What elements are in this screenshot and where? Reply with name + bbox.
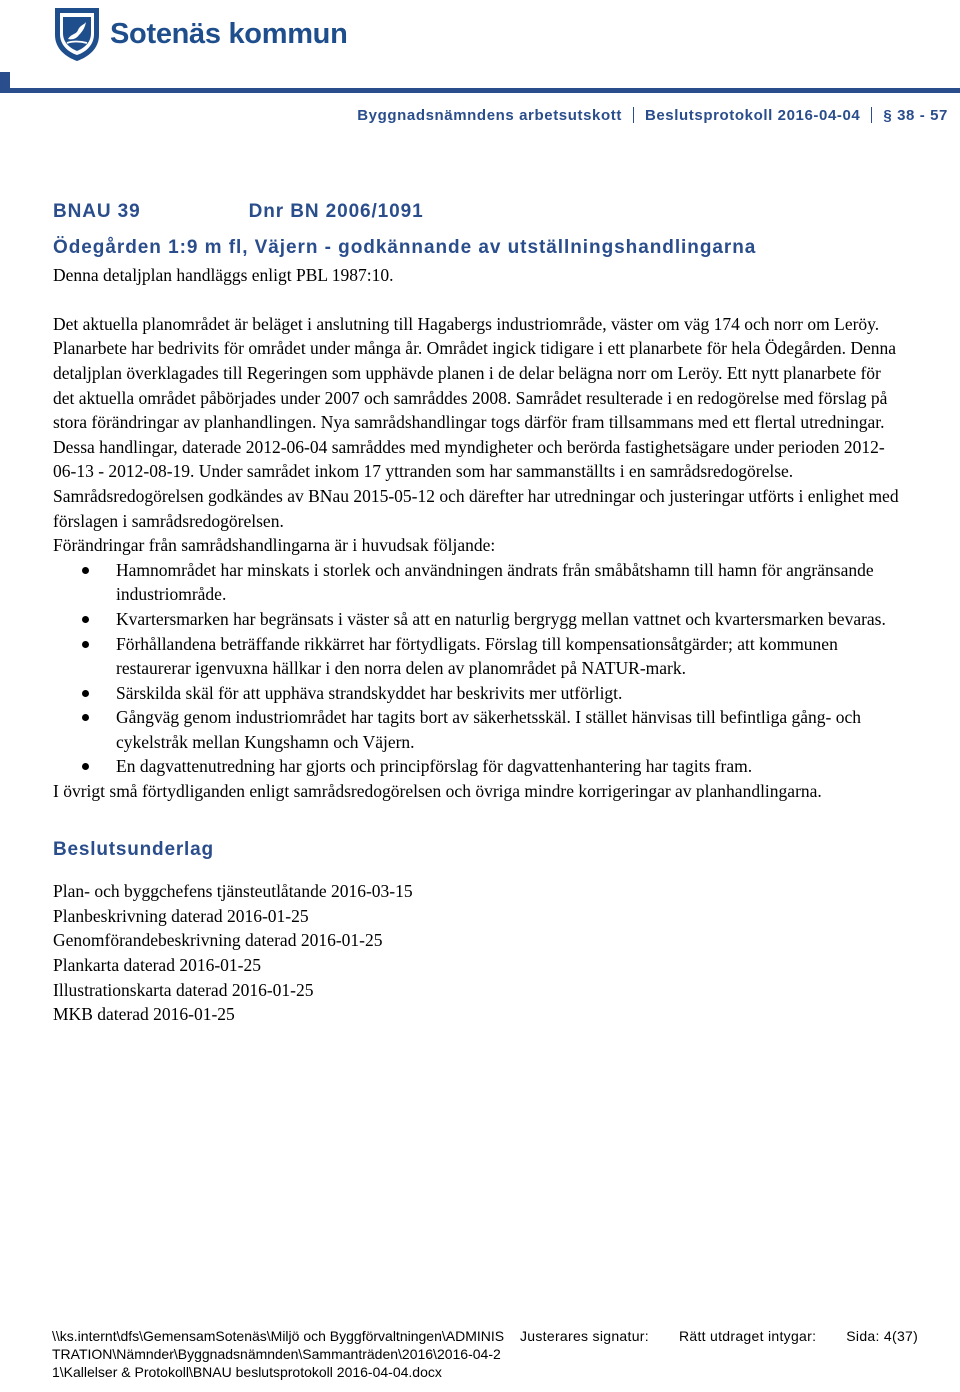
intro-text: Denna detaljplan handläggs enligt PBL 1987:10.: [53, 265, 394, 286]
case-title: Ödegården 1:9 m fl, Väjern - godkännande av utställningshandlingarna: [53, 236, 757, 258]
logo-text: Sotenäs kommun: [110, 17, 348, 50]
page-number: Sida: 4(37): [846, 1328, 919, 1344]
basis-item: Plan- och byggchefens tjänsteutlåtande 2016-03-15: [53, 881, 413, 902]
case-dnr: Dnr BN 2006/1091: [248, 201, 424, 222]
changes-intro: Förändringar från samrådshandlingarna är i huvudsak följande:: [53, 535, 496, 556]
basis-item: Genomförandebeskrivning daterad 2016-01-25: [53, 930, 383, 951]
changes-list: [53, 558, 903, 779]
running-header: [357, 107, 948, 124]
list-item: En dagvattenutredning har gjorts och principförslag för dagvattenhantering har tagits fram.: [53, 754, 903, 779]
basis-item: Planbeskrivning daterad 2016-01-25: [53, 905, 309, 926]
signature-label: Justerares signatur:: [520, 1328, 649, 1344]
coat-of-arms-shield-icon: [52, 5, 102, 63]
case-number-line: [53, 200, 903, 225]
committee-name: Byggnadsnämndens arbetsutskott: [357, 107, 622, 124]
file-path: \\ks.internt\dfs\GemensamSotenäs\Miljö och Byggförvaltningen\ADMINISTRATION\Nämnder\Byggnadsnämnden\Sammanträden\2016\2016-04-21\Kallelser & Protokoll\BNAU beslutsprotokoll 2016-04-04.docx: [52, 1328, 505, 1380]
basis-list: [53, 879, 903, 1027]
header-tab: [0, 72, 10, 88]
list-item: Gångväg genom industriområdet har tagits bort av säkerhetsskäl. I stället hänvisas till befintliga gång- och cykelstråk mellan Kungshamn och Väjern.: [53, 705, 903, 754]
basis-item: Plankarta daterad 2016-01-25: [53, 955, 261, 976]
basis-item: Illustrationskarta daterad 2016-01-25: [53, 979, 314, 1000]
header-separator: [871, 107, 872, 123]
background-paragraph: Det aktuella planområdet är beläget i anslutning till Hagabergs industriområde, väster om väg 174 och norr om Leröy. Planarbete har bedrivits för området under många år. Området ingick tidigare i ett planarbete för hela Ödegården. Denna detaljplan överklagades till Regeringen som upphävde planen i de delar belägna norr om Leröy. Ett nytt planarbete för det aktuella området påbörjades under 2007 och samråddes 2008. Samrådet resulterade i en redogörelse med förslag på stora förändringar av planhandlingen. Nya samrådshandlingar togs därför fram tillsammans med ett flertal utredningar. Dessa handlingar, daterade 2012-06-04 samråddes med myndigheter och berörda fastighetsägare under perioden 2012-06-13 - 2012-08-19. Under samrådet inkom 17 yttranden som har sammanställts i en samrådsredogörelse.: [53, 313, 897, 482]
list-item: Kvartersmarken har begränsats i väster så att en naturlig bergrygg mellan vattnet och kvartersmarken bevaras.: [53, 607, 903, 632]
section-spacer: [53, 804, 903, 838]
approval-paragraph: Samrådsredogörelsen godkändes av BNau 2015-05-12 och därefter har utredningar och justeringar utförts i enlighet med förslagen i samrådsredogörelsen.: [53, 485, 899, 531]
document-type: Beslutsprotokoll 2016-04-04: [644, 107, 861, 124]
footer-signature-row: [520, 1327, 918, 1345]
case-number: BNAU 39: [53, 201, 141, 222]
header-separator: [633, 107, 634, 123]
list-item: Hamnområdet har minskats i storlek och användningen ändrats från småbåtshamn till hamn för angränsande industriområde.: [53, 558, 903, 607]
list-item: Särskilda skäl för att upphäva strandskyddet har beskrivits mer utförligt.: [53, 681, 903, 706]
paragraph-spacer: [53, 288, 903, 312]
list-item: Förhållandena beträffande rikkärret har förtydligats. Förslag till kompensationsåtgärder; att kommunen restaurerar igenvuxna hällkar i den norra delen av planområdet på NATUR-mark.: [53, 632, 903, 681]
closing-paragraph: I övrigt små förtydliganden enligt samrådsredogörelsen och övriga mindre korrigeringar av planhandlingarna.: [53, 781, 822, 802]
document-body: [53, 200, 903, 1027]
paragraph-range: § 38 - 57: [883, 107, 948, 124]
header-divider: [0, 88, 960, 93]
municipality-logo: [52, 4, 348, 64]
basis-item: MKB daterad 2016-01-25: [53, 1004, 235, 1025]
section-heading: Beslutsunderlag: [53, 838, 214, 860]
extract-label: Rätt utdraget intygar:: [678, 1328, 817, 1344]
